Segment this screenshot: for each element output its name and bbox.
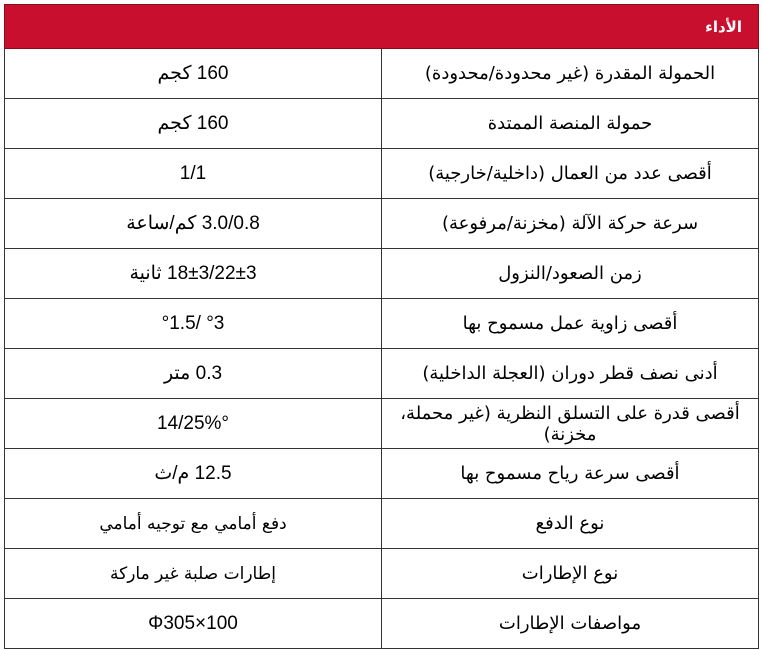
spec-value: 160 كجم (5, 49, 382, 99)
spec-value: إطارات صلبة غير ماركة (5, 549, 382, 599)
spec-value: Φ305×100 (5, 599, 382, 649)
table-row (5, 549, 759, 599)
spec-value: 1/1 (5, 149, 382, 199)
spec-table-container (4, 4, 759, 649)
spec-value: °3 /°1.5 (5, 299, 382, 349)
spec-value: 0.3 متر (5, 349, 382, 399)
table-row (5, 99, 759, 149)
spec-value: 18±3/22±3 ثانية (5, 249, 382, 299)
spec-value: دفع أمامي مع توجيه أمامي (5, 499, 382, 549)
spec-label: حمولة المنصة الممتدة (382, 99, 759, 149)
table-row (5, 599, 759, 649)
spec-label: الحمولة المقدرة (غير محدودة/محدودة) (382, 49, 759, 99)
spec-label: أدنى نصف قطر دوران (العجلة الداخلية) (382, 349, 759, 399)
spec-label: نوع الإطارات (382, 549, 759, 599)
spec-value: 160 كجم (5, 99, 382, 149)
table-row (5, 199, 759, 249)
table-row (5, 399, 759, 449)
table-row (5, 449, 759, 499)
table-title: الأداء (5, 5, 759, 49)
performance-spec-table (4, 4, 759, 649)
table-row (5, 49, 759, 99)
table-row (5, 249, 759, 299)
spec-label: سرعة حركة الآلة (مخزنة/مرفوعة) (382, 199, 759, 249)
table-row (5, 499, 759, 549)
spec-label: أقصى عدد من العمال (داخلية/خارجية) (382, 149, 759, 199)
spec-label: أقصى سرعة رياح مسموح بها (382, 449, 759, 499)
table-row (5, 349, 759, 399)
spec-label: زمن الصعود/النزول (382, 249, 759, 299)
table-row (5, 149, 759, 199)
table-row (5, 299, 759, 349)
spec-value: 3.0/0.8 كم/ساعة (5, 199, 382, 249)
spec-label: نوع الدفع (382, 499, 759, 549)
table-header-row (5, 5, 759, 49)
spec-value: 14/25%° (5, 399, 382, 449)
spec-label: أقصى زاوية عمل مسموح بها (382, 299, 759, 349)
spec-value: 12.5 م/ث (5, 449, 382, 499)
spec-label: مواصفات الإطارات (382, 599, 759, 649)
spec-label: أقصى قدرة على التسلق النظرية (غير محملة، مخزنة) (382, 399, 759, 449)
